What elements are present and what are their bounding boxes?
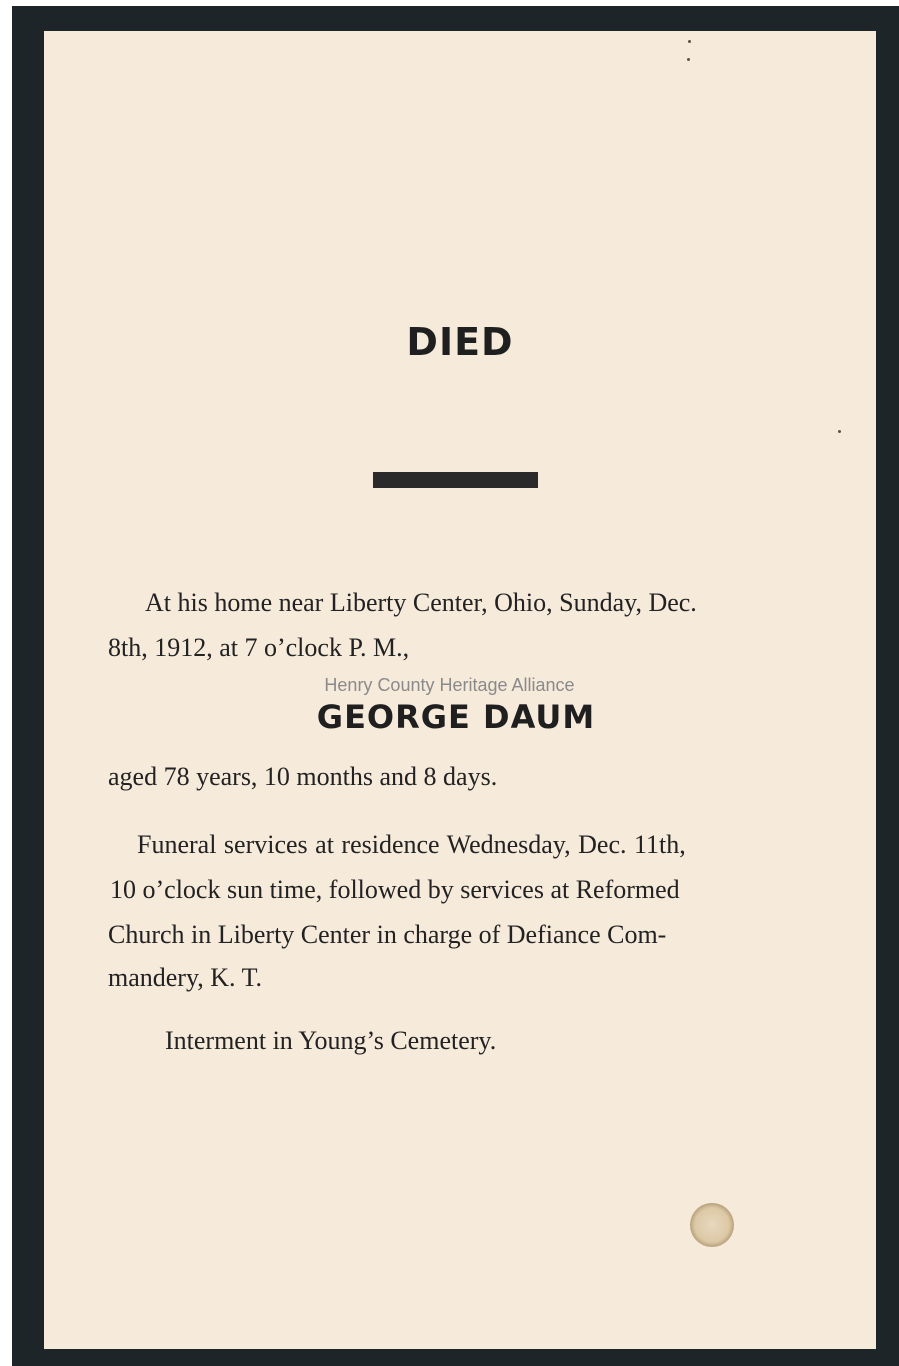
mourning-rule <box>373 472 538 488</box>
notice-line-1: At his home near Liberty Center, Ohio, Sunday, Dec. <box>145 588 697 617</box>
funeral-line-3: Church in Liberty Center in charge of Defiance Com- <box>108 920 667 949</box>
paper-speck <box>838 430 841 433</box>
paper-speck <box>688 40 691 43</box>
paper-stain <box>690 1203 734 1247</box>
age-line: aged 78 years, 10 months and 8 days. <box>108 762 498 791</box>
notice-line-2: 8th, 1912, at 7 o’clock P. M., <box>108 633 410 662</box>
deceased-name: GEORGE DAUM <box>316 698 596 736</box>
funeral-line-1: Funeral services at residence Wednesday, Dec. 11th, <box>137 830 686 859</box>
funeral-line-4: mandery, K. T. <box>108 963 263 992</box>
watermark-text: Henry County Heritage Alliance <box>324 675 575 695</box>
died-heading: DIED <box>406 320 514 364</box>
funeral-line-2: 10 o’clock sun time, followed by services at Reformed <box>110 875 680 904</box>
interment-line: Interment in Young’s Cemetery. <box>165 1026 497 1055</box>
paper-speck <box>687 58 690 61</box>
